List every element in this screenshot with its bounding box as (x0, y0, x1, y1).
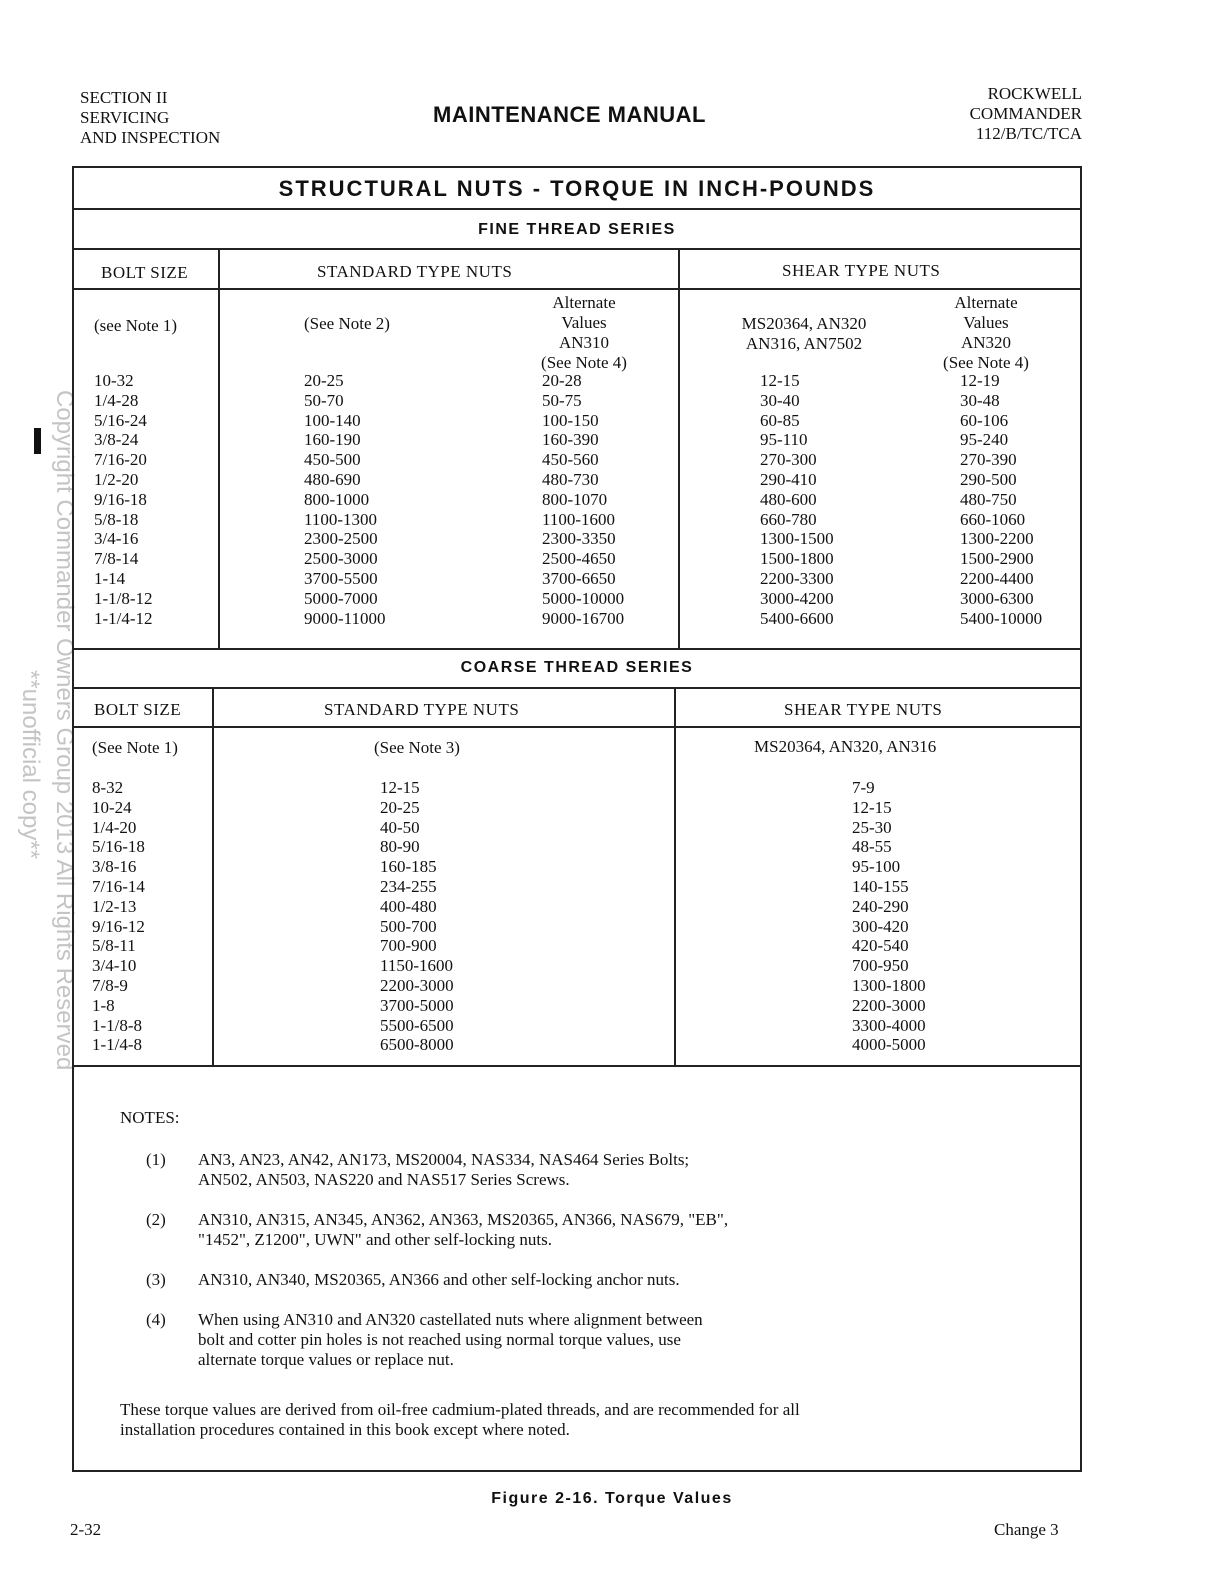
coarse-bolt-size: 1-1/4-8 (92, 1035, 143, 1055)
fine-shear-alt-value: 60-106 (960, 410, 1009, 430)
fine-shear-types (704, 314, 904, 354)
fine-shear-alt-value: 5400-10000 (960, 608, 1043, 628)
coarse-standard-value: 160-185 (380, 857, 437, 877)
notes-title: NOTES: (120, 1108, 180, 1127)
fine-standard-alt-header (524, 293, 644, 373)
section-line: SERVICING (80, 108, 170, 127)
coarse-shear-value: 300-420 (852, 916, 909, 936)
fine-shear-alt-value: 1500-2900 (960, 549, 1034, 569)
coarse-standard-value: 20-25 (380, 797, 420, 817)
fine-bolt-size: 3/8-24 (94, 430, 139, 450)
fine-shear-alt-value: 660-1060 (960, 509, 1026, 529)
watermark-copyright: Copyright Commander Owners Group 2013 All Rights Reserved (51, 390, 78, 1071)
section-line: SECTION II (80, 88, 168, 107)
fine-shear-value: 1300-1500 (760, 529, 834, 549)
column-divider (674, 689, 676, 1067)
coarse-col-bolt-size: BOLT SIZE (94, 700, 182, 719)
aircraft-line: 112/B/TC/TCA (975, 124, 1082, 143)
note-line: AN502, AN503, NAS220 and NAS517 Series Screws. (198, 1170, 570, 1189)
fine-shear-alt-header (926, 293, 1046, 373)
fine-standard-value: 800-1000 (304, 489, 370, 509)
fine-col-bolt-size: BOLT SIZE (101, 263, 189, 282)
coarse-bolt-size: 8-32 (92, 778, 124, 797)
fine-standard-value: 20-25 (304, 371, 344, 390)
coarse-standard-value: 80-90 (380, 837, 420, 857)
torque-table (72, 166, 1082, 1472)
note-text (198, 1310, 1018, 1370)
fine-bolt-size: 1-1/8-12 (94, 588, 153, 608)
shear-type-line: AN316, AN7502 (745, 334, 863, 353)
fine-shear-alt-value: 1300-2200 (960, 529, 1034, 549)
fine-bolt-size: 1-1/4-12 (94, 608, 153, 628)
alt-header-line: Alternate (552, 293, 616, 312)
coarse-standard-value: 1150-1600 (380, 956, 454, 976)
fine-bolt-size: 1/2-20 (94, 469, 139, 489)
fine-bolt-note: (see Note 1) (94, 316, 178, 335)
fine-shear-alt-value: 3000-6300 (960, 588, 1034, 608)
fine-shear-value: 270-300 (760, 450, 817, 470)
fine-shear-alt-value: 290-500 (960, 469, 1017, 489)
fine-standard-alt-list (542, 371, 624, 628)
divider (74, 248, 1080, 250)
coarse-bolt-size: 5/8-11 (92, 936, 136, 956)
fine-standard-alt-value: 2300-3350 (542, 529, 616, 549)
page-number: 2-32 (70, 1520, 102, 1539)
aircraft-label (970, 84, 1082, 144)
fine-shear-alt-value: 480-750 (960, 489, 1017, 509)
coarse-standard-value: 6500-8000 (380, 1035, 454, 1055)
fine-standard-value: 160-190 (304, 430, 361, 450)
coarse-shear-value: 140-155 (852, 876, 909, 896)
fine-standard-alt-value: 450-560 (542, 450, 599, 470)
coarse-standard-value: 234-255 (380, 876, 437, 896)
fine-bolt-size: 7/16-20 (94, 450, 147, 470)
coarse-standard-value: 2200-3000 (380, 975, 454, 995)
coarse-shear-value: 25-30 (852, 817, 892, 837)
fine-shear-alt-value: 30-48 (960, 390, 1000, 410)
coarse-bolt-size-list (92, 778, 145, 1055)
fine-standard-value: 1100-1300 (304, 509, 378, 529)
fine-standard-alt-value: 3700-6650 (542, 568, 616, 588)
fine-col-standard: STANDARD TYPE NUTS (317, 262, 513, 281)
coarse-bolt-size: 9/16-12 (92, 916, 145, 936)
fine-bolt-size: 5/8-18 (94, 509, 139, 529)
coarse-bolt-size: 1/2-13 (92, 896, 137, 916)
fine-bolt-size: 5/16-24 (94, 410, 147, 430)
note-number: (2) (146, 1210, 166, 1229)
coarse-standard-value: 12-15 (380, 778, 420, 797)
fine-shear-value: 290-410 (760, 469, 817, 489)
note-number: (3) (146, 1270, 166, 1289)
torque-statement (120, 1400, 1050, 1440)
coarse-bolt-size: 10-24 (92, 797, 132, 817)
coarse-col-standard: STANDARD TYPE NUTS (324, 700, 520, 719)
fine-shear-value: 95-110 (760, 430, 808, 450)
note-line: AN310, AN340, MS20365, AN366 and other self-locking anchor nuts. (198, 1270, 680, 1289)
fine-standard-value: 450-500 (304, 450, 361, 470)
fine-standard-value: 3700-5500 (304, 568, 378, 588)
alt-header-line: AN310 (558, 333, 610, 352)
divider (74, 648, 1080, 650)
coarse-shear-value: 95-100 (852, 857, 901, 877)
note-line: AN310, AN315, AN345, AN362, AN363, MS20365, AN366, NAS679, "EB", (198, 1210, 729, 1229)
coarse-col-shear: SHEAR TYPE NUTS (784, 700, 943, 719)
fine-shear-value: 5400-6600 (760, 608, 834, 628)
alt-header-line: (See Note 4) (943, 353, 1029, 372)
coarse-bolt-size: 7/16-14 (92, 876, 145, 896)
coarse-bolt-size: 5/16-18 (92, 837, 145, 857)
coarse-bolt-size: 7/8-9 (92, 975, 128, 995)
fine-shear-value: 12-15 (760, 371, 800, 390)
manual-title: MAINTENANCE MANUAL (433, 102, 706, 127)
fine-standard-alt-value: 50-75 (542, 390, 582, 410)
coarse-shear-value: 7-9 (852, 778, 875, 797)
statement-line: installation procedures contained in this book except where noted. (120, 1420, 570, 1439)
fine-standard-alt-value: 20-28 (542, 371, 582, 390)
coarse-shear-value: 420-540 (852, 936, 909, 956)
watermark-unofficial: **unofficial copy** (17, 670, 44, 860)
aircraft-line: COMMANDER (969, 104, 1082, 123)
fine-bolt-size: 9/16-18 (94, 489, 147, 509)
fine-bolt-size: 3/4-16 (94, 529, 139, 549)
fine-standard-value: 2300-2500 (304, 529, 378, 549)
coarse-bolt-size: 3/4-10 (92, 956, 137, 976)
column-divider (218, 250, 220, 650)
fine-shear-alt-value: 95-240 (960, 430, 1009, 450)
column-divider (212, 689, 214, 1067)
fine-shear-alt-value: 270-390 (960, 450, 1017, 470)
fine-shear-value: 660-780 (760, 509, 817, 529)
table-title: STRUCTURAL NUTS - TORQUE IN INCH-POUNDS (278, 176, 876, 201)
coarse-shear-value: 12-15 (852, 797, 892, 817)
fine-col-shear: SHEAR TYPE NUTS (782, 261, 941, 280)
coarse-standard-note: (See Note 3) (374, 738, 460, 757)
note-text (198, 1270, 1018, 1290)
coarse-shear-value: 4000-5000 (852, 1035, 926, 1055)
fine-standard-value: 480-690 (304, 469, 361, 489)
fine-shear-value: 1500-1800 (760, 549, 834, 569)
fine-shear-value: 3000-4200 (760, 588, 834, 608)
fine-shear-alt-value: 2200-4400 (960, 568, 1034, 588)
coarse-standard-value: 5500-6500 (380, 1015, 454, 1035)
statement-line: These torque values are derived from oil-free cadmium-plated threads, and are recommended for all (120, 1400, 800, 1419)
fine-shear-value: 30-40 (760, 390, 800, 410)
fine-standard-alt-value: 9000-16700 (542, 608, 625, 628)
fine-bolt-size-list (94, 371, 153, 628)
coarse-series-title: COARSE THREAD SERIES (460, 659, 694, 676)
coarse-bolt-size: 1-8 (92, 995, 115, 1015)
coarse-shear-list (852, 778, 926, 1055)
fine-standard-alt-value: 100-150 (542, 410, 599, 430)
fine-bolt-size: 7/8-14 (94, 549, 139, 569)
note-number: (4) (146, 1310, 166, 1329)
note-number: (1) (146, 1150, 166, 1169)
fine-shear-value: 480-600 (760, 489, 817, 509)
coarse-shear-types: MS20364, AN320, AN316 (754, 737, 937, 756)
fine-series-title: FINE THREAD SERIES (478, 221, 676, 238)
coarse-shear-value: 2200-3000 (852, 995, 926, 1015)
coarse-bolt-size: 1-1/8-8 (92, 1015, 143, 1035)
fine-bolt-size: 1/4-28 (94, 390, 139, 410)
coarse-bolt-size: 1/4-20 (92, 817, 137, 837)
alt-header-line: (See Note 4) (541, 353, 627, 372)
note-line: When using AN310 and AN320 castellated nuts where alignment between (198, 1310, 703, 1329)
fine-standard-value: 9000-11000 (304, 608, 386, 628)
fine-bolt-size: 10-32 (94, 371, 134, 390)
coarse-bolt-note: (See Note 1) (92, 738, 178, 757)
change-number: Change 3 (994, 1520, 1059, 1539)
alt-header-line: Values (561, 313, 607, 332)
fine-shear-list (760, 371, 834, 628)
alt-header-line: AN320 (960, 333, 1012, 352)
coarse-shear-value: 1300-1800 (852, 975, 926, 995)
coarse-standard-value: 700-900 (380, 936, 437, 956)
coarse-standard-list (380, 778, 454, 1055)
coarse-bolt-size: 3/8-16 (92, 857, 137, 877)
fine-standard-alt-value: 800-1070 (542, 489, 608, 509)
divider (74, 208, 1080, 210)
note-text (198, 1210, 1018, 1250)
divider (74, 1065, 1080, 1067)
coarse-standard-value: 400-480 (380, 896, 437, 916)
coarse-shear-value: 240-290 (852, 896, 909, 916)
fine-shear-value: 60-85 (760, 410, 800, 430)
divider (74, 687, 1080, 689)
divider (74, 288, 1080, 290)
section-label (80, 88, 220, 148)
column-divider (678, 250, 680, 650)
fine-standard-value: 5000-7000 (304, 588, 378, 608)
note-line: bolt and cotter pin holes is not reached using normal torque values, use (198, 1330, 681, 1349)
fine-standard-alt-value: 5000-10000 (542, 588, 625, 608)
coarse-standard-value: 500-700 (380, 916, 437, 936)
fine-standard-alt-value: 1100-1600 (542, 509, 616, 529)
alt-header-line: Values (963, 313, 1009, 332)
section-line: AND INSPECTION (80, 128, 221, 147)
fine-shear-alt-list (960, 371, 1042, 628)
coarse-standard-value: 3700-5000 (380, 995, 454, 1015)
coarse-shear-value: 48-55 (852, 837, 892, 857)
fine-standard-alt-value: 480-730 (542, 469, 599, 489)
fine-shear-alt-value: 12-19 (960, 371, 1000, 390)
margin-mark (34, 428, 41, 454)
note-text (198, 1150, 1018, 1190)
coarse-shear-value: 3300-4000 (852, 1015, 926, 1035)
fine-standard-alt-value: 160-390 (542, 430, 599, 450)
fine-standard-value: 50-70 (304, 390, 344, 410)
aircraft-line: ROCKWELL (987, 84, 1082, 103)
coarse-shear-value: 700-950 (852, 956, 909, 976)
fine-bolt-size: 1-14 (94, 568, 126, 588)
note-line: alternate torque values or replace nut. (198, 1350, 454, 1369)
note-line: "1452", Z1200", UWN" and other self-locking nuts. (198, 1230, 553, 1249)
shear-type-line: MS20364, AN320 (741, 314, 867, 333)
figure-caption: Figure 2-16. Torque Values (491, 1490, 733, 1507)
note-line: AN3, AN23, AN42, AN173, MS20004, NAS334, NAS464 Series Bolts; (198, 1150, 690, 1169)
fine-standard-list (304, 371, 386, 628)
alt-header-line: Alternate (954, 293, 1018, 312)
coarse-standard-value: 40-50 (380, 817, 420, 837)
fine-standard-note: (See Note 2) (304, 314, 390, 333)
fine-shear-value: 2200-3300 (760, 568, 834, 588)
divider (74, 726, 1080, 728)
fine-standard-alt-value: 2500-4650 (542, 549, 616, 569)
fine-standard-value: 2500-3000 (304, 549, 378, 569)
fine-standard-value: 100-140 (304, 410, 361, 430)
